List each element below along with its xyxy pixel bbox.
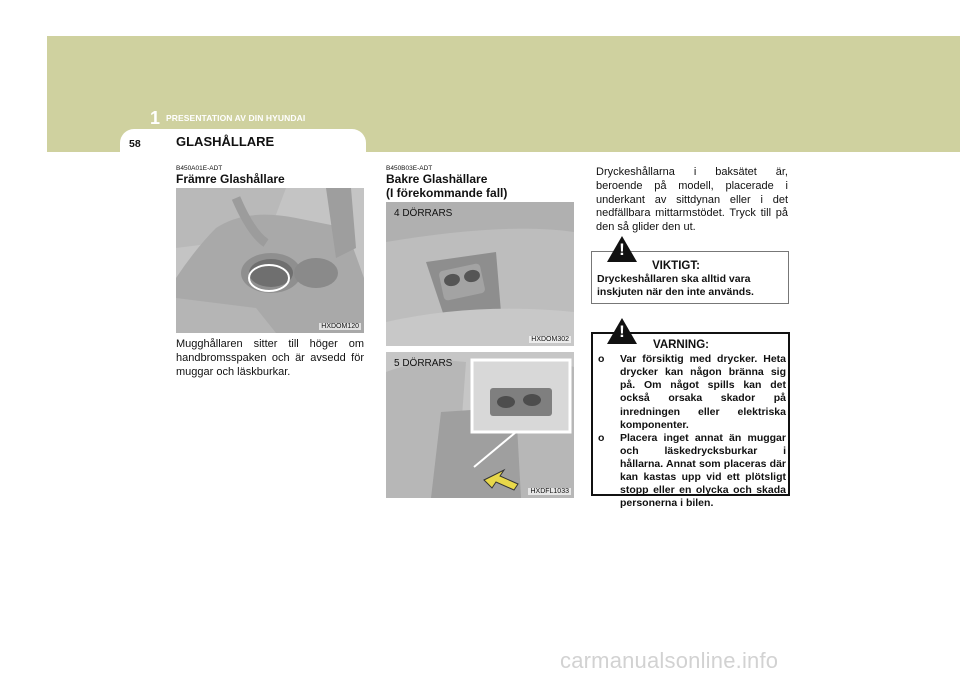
rear-5door-label: 5 DÖRRARS [394, 358, 453, 369]
front-code: B450A01E-ADT [176, 165, 223, 172]
rear-4door-image [386, 202, 574, 346]
chapter-number: 1 [150, 108, 161, 128]
warning-list [598, 353, 786, 511]
right-body: Dryckeshållarna i baksätet är, beroende på modell, placerade i underkant av sittdynan eller i det nedfällbara mittarmstödet. Tryck till på den så glider den ut. [596, 166, 788, 233]
section-title: GLASHÅLLARE [176, 134, 275, 149]
rear-heading-line1: Bakre Glashällare [386, 172, 488, 186]
rear-code: B450B03E-ADT [386, 165, 433, 172]
front-heading: Främre Glashållare [176, 172, 285, 186]
warning-item: o Var försiktig med drycker. Heta drycker kan någon bränna sig på. Om något spills kan det också orsaka skador på inredningen eller elektriska komponenter. [598, 353, 786, 431]
rear-4door-label: 4 DÖRRARS [394, 208, 453, 219]
rear-5door-image [386, 352, 574, 498]
notice-box [591, 240, 789, 304]
chapter-title: PRESENTATION AV DIN HYUNDAI [166, 113, 306, 123]
front-body: Mugghållaren sitter till höger om handbromsspaken och är avsedd för muggar och läskburkar. [176, 338, 364, 378]
warning-box [591, 322, 790, 510]
front-image-code: HXDOM120 [321, 323, 359, 330]
notice-title: VIKTIGT: [652, 260, 700, 272]
notice-exclamation-icon: ! [607, 236, 637, 262]
page-number: 58 [129, 138, 141, 150]
warning-title: VARNING: [653, 339, 710, 351]
front-cupholder-image [176, 188, 364, 333]
watermark: carmanualsonline.info [560, 648, 779, 673]
rear-heading-line2: (I förekommande fall) [386, 186, 508, 200]
warning-exclamation-icon: ! [607, 318, 637, 344]
rear-5door-image-code: HXDFL1033 [530, 488, 569, 495]
warning-item: o Placera inget annat än muggar och läskedrycksburkar i hållarna. Annat som placeras där kan kastas upp vid ett plötsligt stopp eller en olycka och skada personerna i bilen. [598, 431, 786, 510]
rear-4door-image-code: HXDOM302 [531, 336, 569, 343]
notice-text: Dryckeshållaren ska alltid vara inskjuten när den inte används. [597, 273, 754, 299]
